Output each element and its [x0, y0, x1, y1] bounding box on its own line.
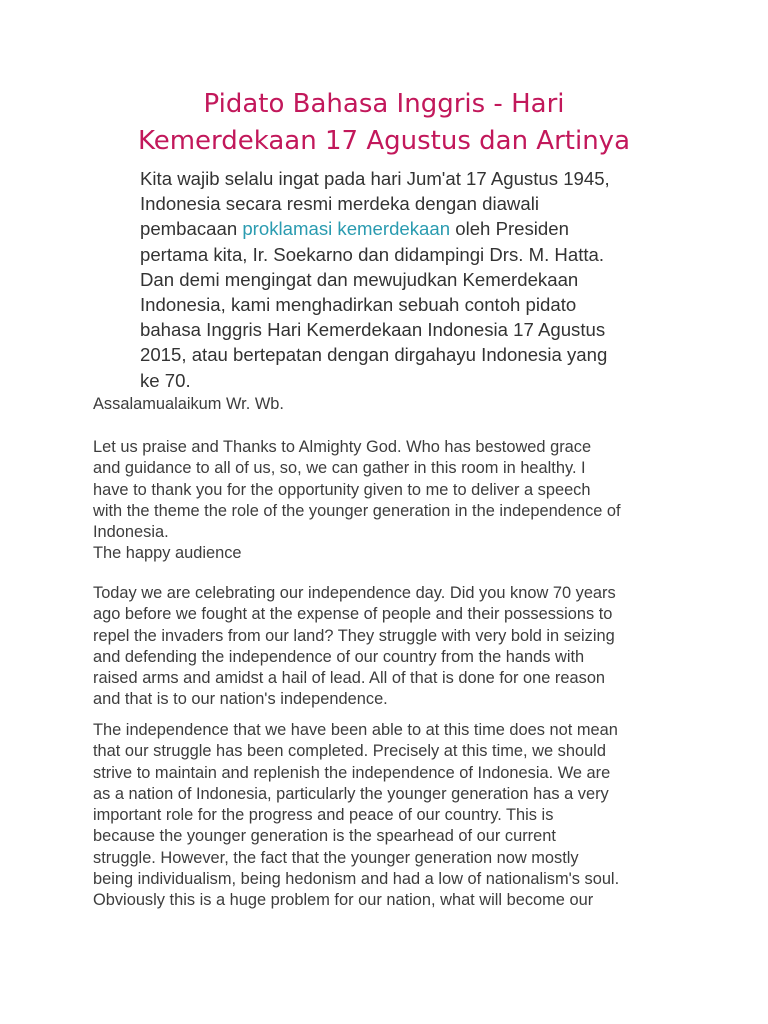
paragraph-line: because the younger generation is the spearhead of our current	[93, 827, 556, 846]
title-line-2: Kemerdekaan 17 Agustus dan Artinya	[137, 126, 631, 156]
paragraph-1	[93, 437, 683, 565]
paragraph-line: and guidance to all of us, so, we can gather in this room in healthy. I	[93, 459, 586, 478]
paragraph-line: as a nation of Indonesia, particularly the younger generation has a very	[93, 784, 609, 803]
intro-line: Kita wajib selalu ingat pada hari Jum'at 17 Agustus 1945,	[140, 168, 610, 189]
paragraph-3	[93, 720, 683, 912]
title-line-1: Pidato Bahasa Inggris - Hari	[203, 89, 565, 119]
paragraph-line: raised arms and amidst a hail of lead. All of that is done for one reason	[93, 669, 606, 688]
document-title	[90, 86, 678, 160]
paragraph-line: The happy audience	[93, 544, 242, 563]
intro-paragraph	[140, 166, 670, 393]
paragraph-line: being individualism, being hedonism and had a low of nationalism's soul.	[93, 870, 620, 889]
paragraph-line: Let us praise and Thanks to Almighty God. Who has bestowed grace	[93, 438, 592, 456]
paragraph-line: Indonesia.	[93, 523, 169, 542]
paragraph-line: important role for the progress and peace of our country. This is	[93, 806, 554, 825]
proklamasi-link[interactable]: proklamasi kemerdekaan	[242, 218, 451, 240]
intro-line: Indonesia secara resmi merdeka dengan diawali	[140, 193, 539, 215]
paragraph-line: and defending the independence of our country from the hands with	[93, 647, 585, 666]
intro-line: 2015, atau bertepatan dengan dirgahayu Indonesia yang	[140, 344, 608, 366]
intro-link-suffix: oleh Presiden	[450, 218, 569, 240]
greeting: Assalamualaikum Wr. Wb.	[93, 395, 284, 413]
paragraph-line: The independence that we have been able to at this time does not mean	[93, 721, 618, 739]
paragraph-line: Obviously this is a huge problem for our nation, what will become our	[93, 891, 594, 910]
paragraph-line: and that is to our nation's independence.	[93, 690, 388, 709]
paragraph-line: with the theme the role of the younger generation in the independence of	[93, 501, 621, 520]
intro-line: ke 70.	[140, 369, 191, 391]
paragraph-2	[93, 583, 683, 711]
paragraph-line: repel the invaders from our land? They struggle with very bold in seizing	[93, 626, 615, 645]
intro-link-line	[140, 216, 670, 241]
paragraph-line: strive to maintain and replenish the independence of Indonesia. We are	[93, 763, 611, 782]
paragraph-line: struggle. However, the fact that the younger generation now mostly	[93, 848, 579, 867]
paragraph-line: that our struggle has been completed. Precisely at this time, we should	[93, 742, 606, 761]
intro-line: pertama kita, Ir. Soekarno dan didampingi Drs. M. Hatta.	[140, 243, 605, 265]
paragraph-line: Today we are celebrating our independence day. Did you know 70 years	[93, 584, 616, 602]
paragraph-line: ago before we fought at the expense of people and their possessions to	[93, 605, 613, 624]
intro-line: Dan demi mengingat dan mewujudkan Kemerdekaan	[140, 268, 579, 290]
paragraph-line: have to thank you for the opportunity given to me to deliver a speech	[93, 480, 591, 499]
intro-link-prefix: pembacaan	[140, 218, 243, 240]
intro-line: Indonesia, kami menghadirkan sebuah contoh pidato	[140, 294, 577, 316]
intro-line: bahasa Inggris Hari Kemerdekaan Indonesia 17 Agustus	[140, 319, 606, 341]
